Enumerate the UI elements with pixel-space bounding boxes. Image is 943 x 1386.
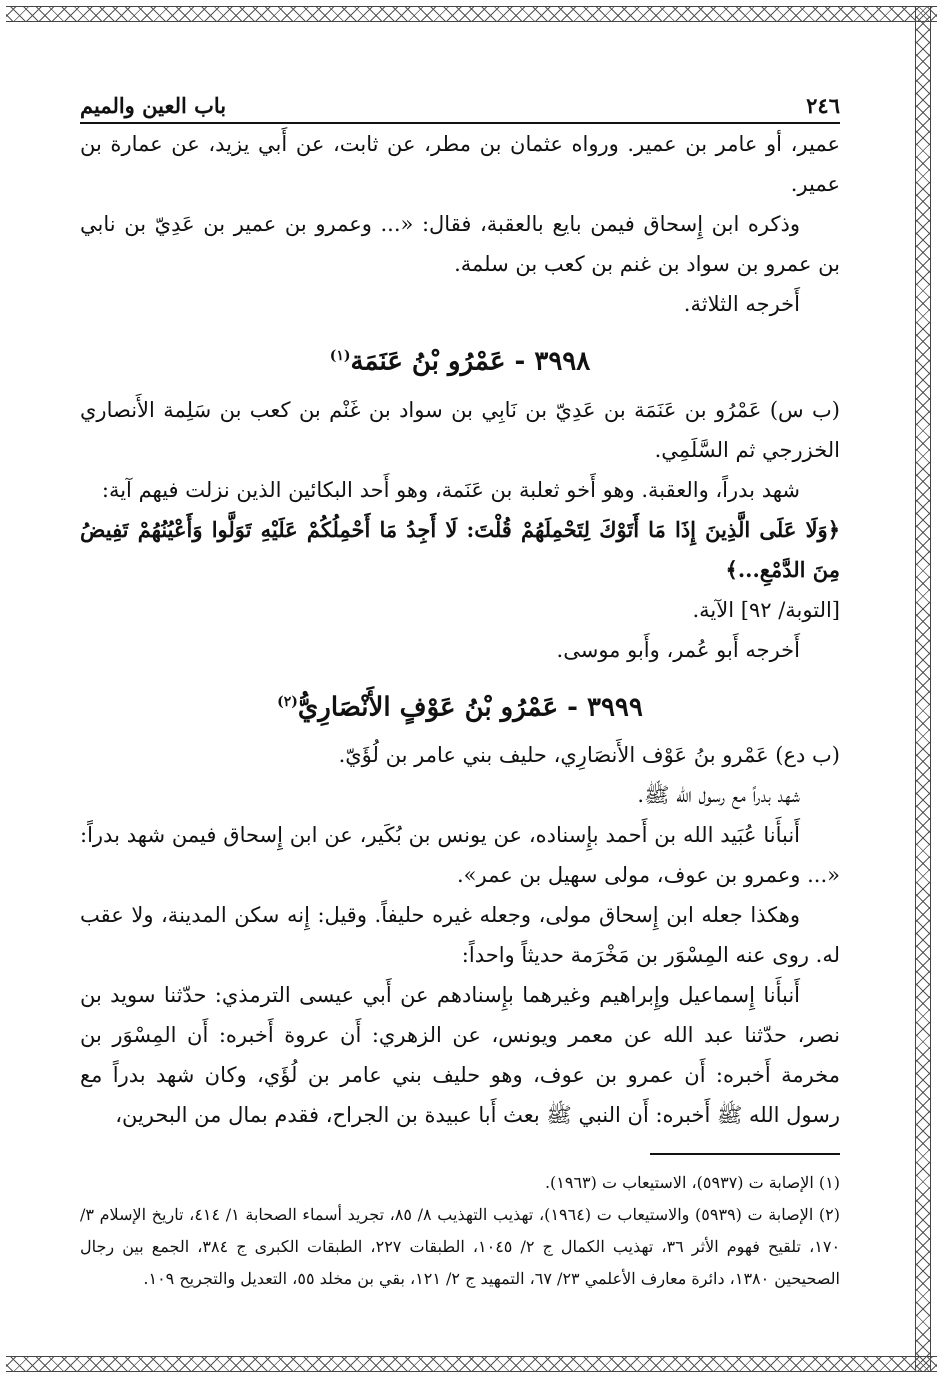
paragraph: أَخرجه الثلاثة. xyxy=(683,292,800,316)
paragraph: شهد بدراً مع رسول الله ﷺ. xyxy=(637,783,800,808)
entry-title-text: ٣٩٩٨ - عَمْرُو بْنُ عَنَمَة xyxy=(350,346,591,377)
paragraph: أَنبأَنا إِسماعيل وإِبراهيم وغيرهما بإِسنادهم عن أَبي عيسى الترمذي: حدّثنا سويد بن نصر، حدّثنا عبد الله عن معمر ويونس، عن الزهري: أَن عروة أَخبره: أَن المِسْوَر بن مخرمة أَخبره: أَن عمرو بن عوف، وهو حليف بني عامر بن لُؤَي، وكان شهد بدراً مع رسول الله ﷺ أَخبره: أَن النبي ﷺ بعث أَبا عبيدة بن الجراح، فقدم بمال من البحرين، xyxy=(80,983,840,1128)
page-content xyxy=(80,80,840,1295)
entry-title-text: ٣٩٩٩ - عَمْرُو بْنُ عَوْفٍ الأَنْصَارِيُّ xyxy=(297,692,643,723)
page-number: ٢٤٦ xyxy=(806,93,840,118)
paragraph: (ب س) عَمْرُو بن عَنَمَة بن عَدِيّ بن نَابِي بن سواد بن غَنْم بن كعب بن سَلِمة الأَنصاري الخزرجي ثم السَّلَمِي. xyxy=(80,397,840,462)
paragraph: أَخرجه أَبو عُمر، وأَبو موسى. xyxy=(556,637,800,662)
chapter-title: باب العين والميم xyxy=(80,93,227,118)
quran-verse: ﴿وَلَا عَلَى الَّذِينَ إِذَا مَا أَتَوْكَ لِتَحْمِلَهُمْ قُلْتَ: لَا أَجِدُ مَا أَحْمِلُكُمْ عَلَيْهِ تَوَلَّوا وَأَعْيُنُهُمْ تَفِيضُ مِنَ الدَّمْعِ...﴾ xyxy=(80,516,840,582)
verse-citation: [التوبة/ ٩٢] الآية. xyxy=(692,597,840,622)
paragraph: وهكذا جعله ابن إِسحاق مولى، وجعله غيره حليفاً. وقيل: إِنه سكن المدينة، ولا عقب له. روى عنه المِسْوَر بن مَخْرَمة حديثاً واحداً: xyxy=(80,903,840,968)
footnote-ref: (٢) xyxy=(277,693,298,710)
footnote: (٢) الإصابة ت (٥٩٣٩) والاستيعاب ت (١٩٦٤)، تهذيب التهذيب ٨/ ٨٥، تجريد أسماء الصحابة ١/ ٤١٤، تاريخ الإسلام ٣/ ١٧٠، تلقيح فهوم الأثر ٣٦، تهذيب الكمال ج ٢/ ١٠٤٥، الطبقات ٢٢٧، الطبقات الكبرى ج ٣٨٤، الجمع بين رجال الصحيحين ١٣٨٠، دائرة معارف الأعلمي ٢٣/ ٦٧، التمهيد ج ٢/ ١٢١، بقي بن مخلد ٥٥، التعديل والتجريح ١٠٩. xyxy=(80,1205,841,1289)
entry-title-3999 xyxy=(80,674,840,736)
decorative-border-bottom xyxy=(6,1356,937,1372)
footnote: (١) الإصابة ت (٥٩٣٧)، الاستيعاب ت (١٩٦٣). xyxy=(544,1173,840,1193)
page-header xyxy=(80,80,840,124)
footnotes xyxy=(80,1167,840,1295)
entry-title-3998 xyxy=(80,328,840,390)
decorative-border-right xyxy=(915,6,931,1372)
paragraph: (ب دع) عَمْرو بنُ عَوْف الأَنصَارِي، حليف بني عامر بن لُؤَيّ. xyxy=(338,743,840,768)
footnote-ref: (١) xyxy=(329,348,351,364)
paragraph: وذكره ابن إِسحاق فيمن بايع بالعقبة، فقال: «... وعمرو بن عمير بن عَدِيّ بن نابي بن عمرو بن سواد بن غنم بن كعب بن سلمة. xyxy=(80,212,840,276)
paragraph: شهد بدراً، والعقبة. وهو أَخو ثعلبة بن عَنَمة، وهو أَحد البكائين الذين نزلت فيهم آية: xyxy=(101,477,800,502)
paragraph: أَنبأَنا عُبَيد الله بن أَحمد بإِسناده، عن يونس بن بُكَير، عن ابن إِسحاق فيمن شهد بدراً: «... وعمرو بن عوف، مولى سهيل بن عمر». xyxy=(80,823,840,888)
footnote-divider xyxy=(650,1153,840,1155)
paragraph: عمير، أو عامر بن عمير. ورواه عثمان بن مطر، عن ثابت، عن أَبي يزيد، عن عمارة بن عمير. xyxy=(80,132,840,196)
decorative-border-top xyxy=(6,6,937,22)
